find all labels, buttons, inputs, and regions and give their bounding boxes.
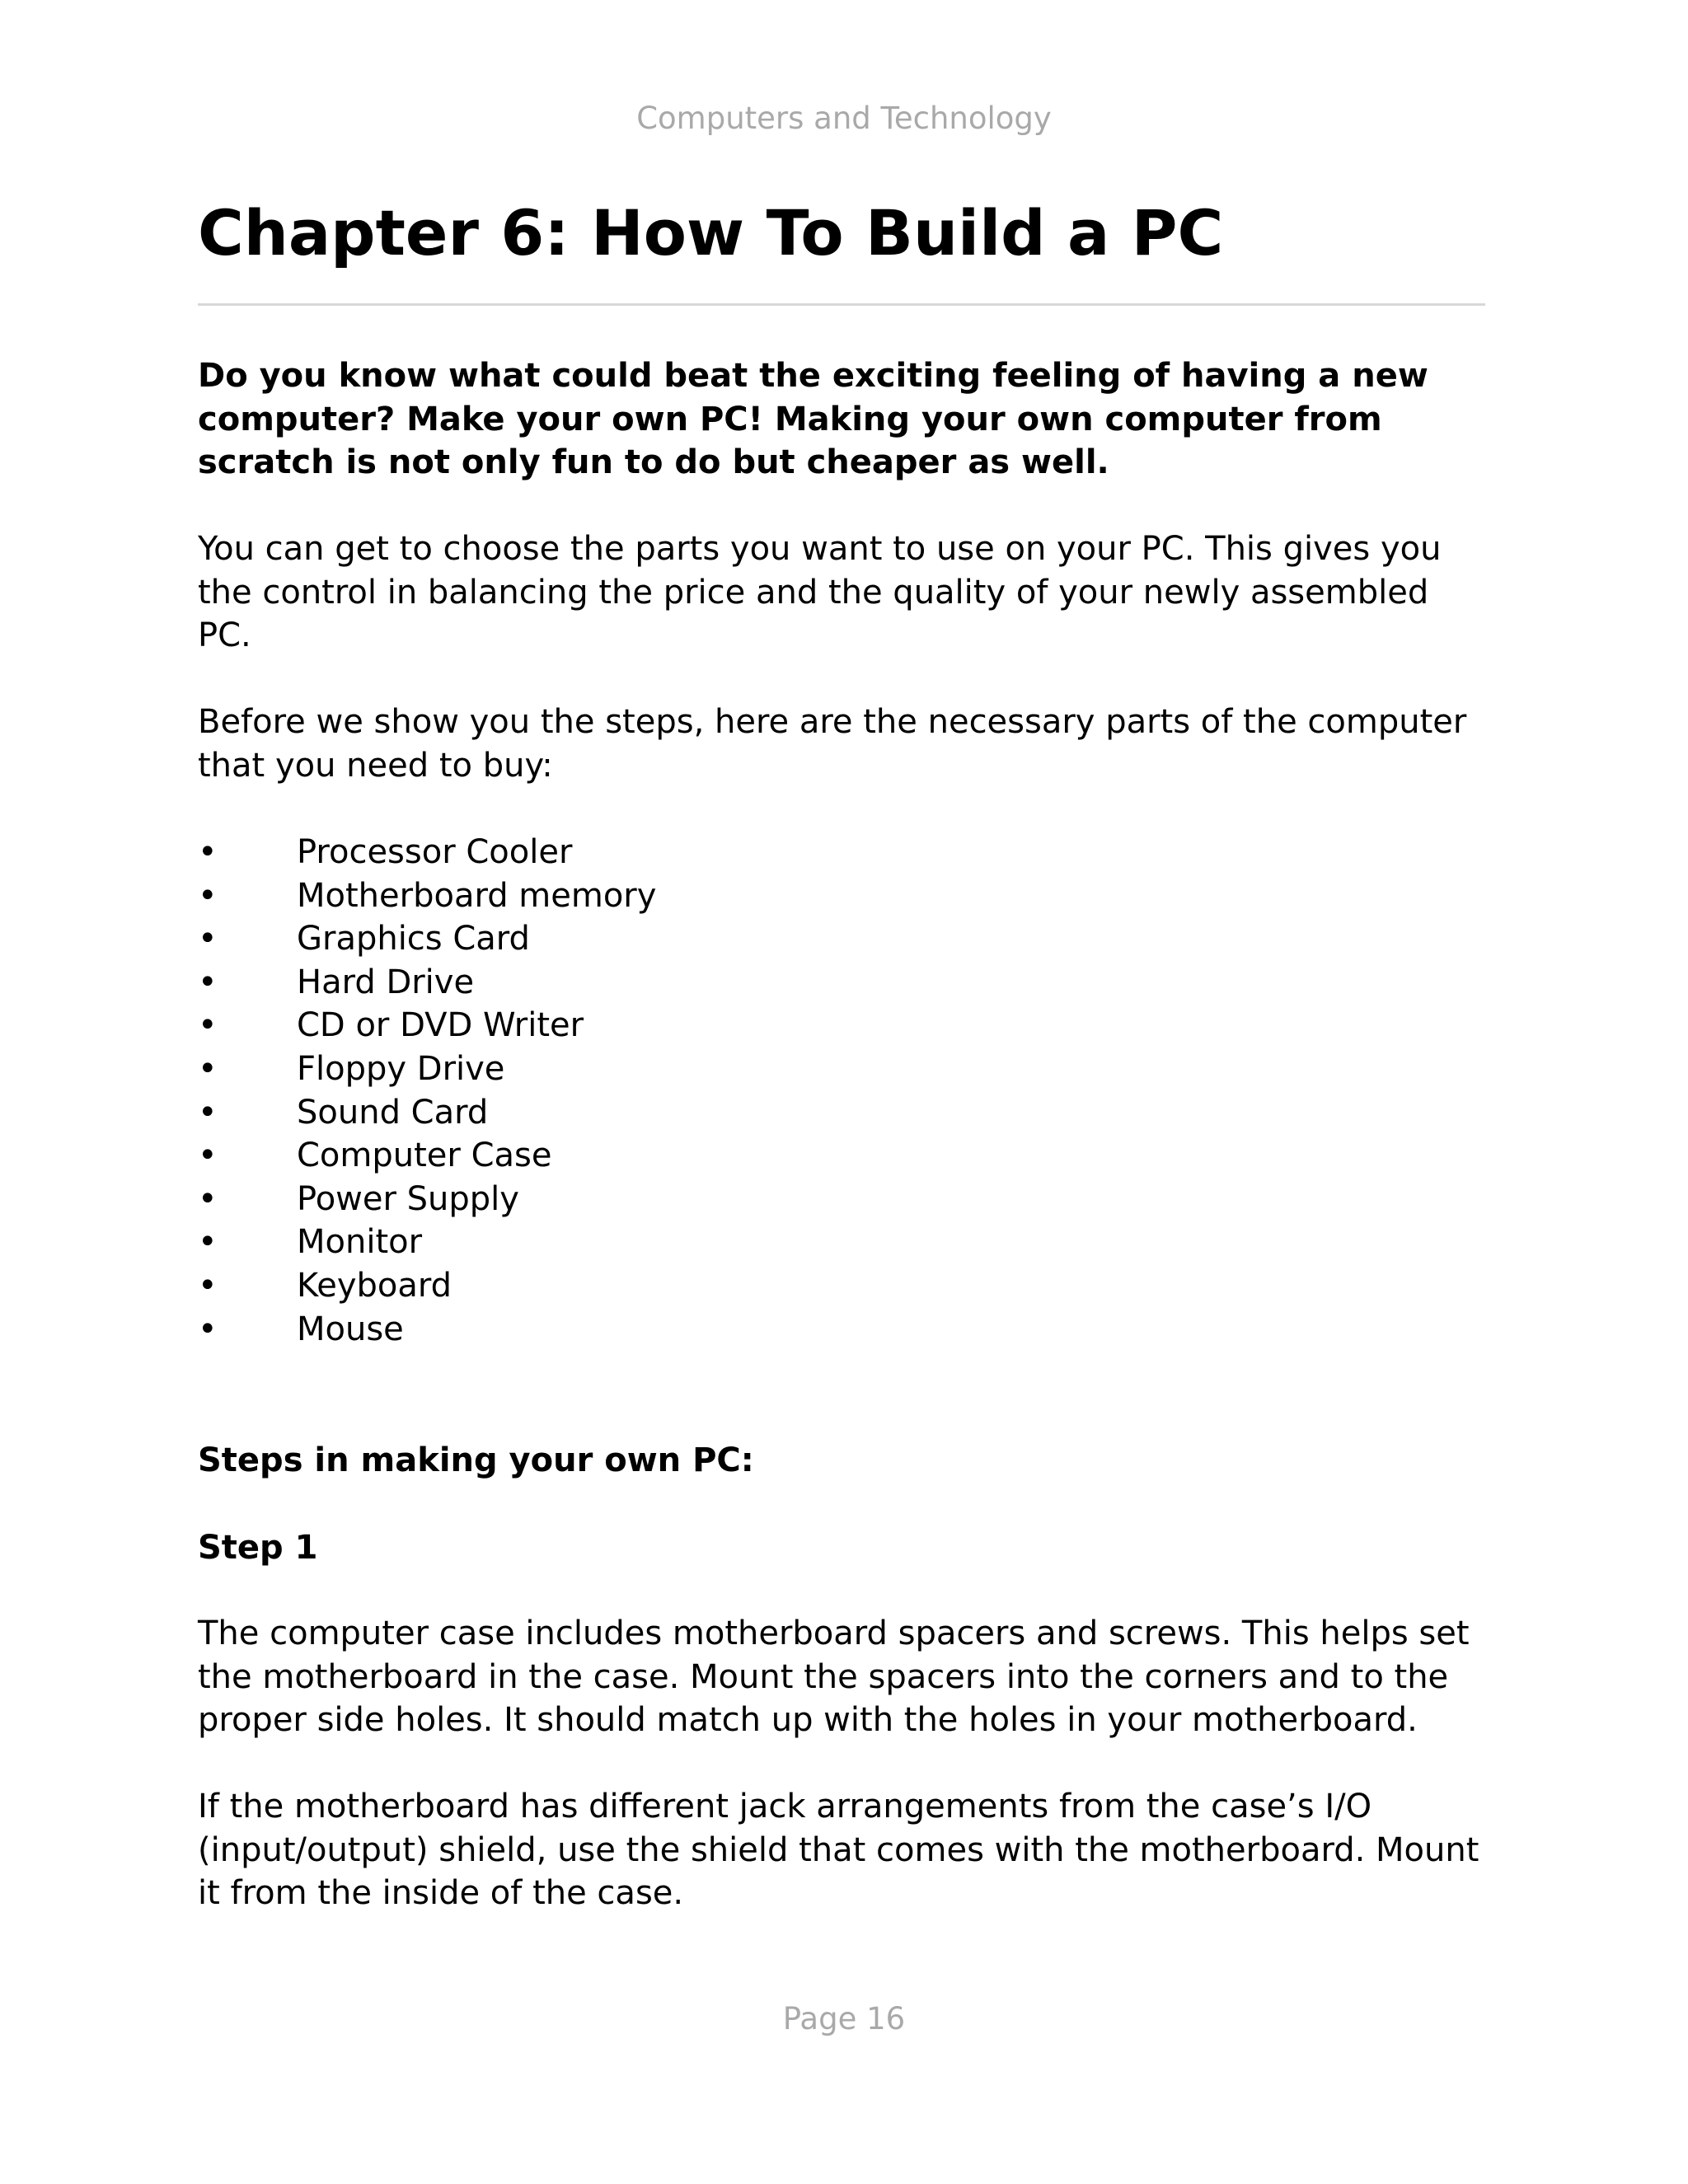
list-item [198, 1091, 656, 1135]
step-1-paragraph-spacers: The computer case includes motherboard spacers and screws. This helps set the motherboard in the case. Mount the spacers into the corners and to the proper side holes. It should match up with the holes in your motherboard. [198, 1615, 1470, 1740]
list-item-label: Motherboard memory [297, 876, 657, 915]
step-1-heading: Step 1 [198, 1529, 318, 1567]
page-number: Page 16 [782, 2001, 906, 2036]
list-item-label: Processor Cooler [297, 833, 573, 871]
list-item-label: Mouse [297, 1310, 404, 1348]
bullet-icon: • [198, 1266, 218, 1305]
list-item-label: CD or DVD Writer [297, 1006, 584, 1045]
list-item-label: Keyboard [297, 1266, 452, 1305]
bullet-icon: • [198, 963, 218, 1001]
list-item [198, 874, 656, 918]
step-1-paragraph-io-shield: If the motherboard has different jack arrangements from the case’s I/O (input/output) shield, use the shield that comes with the motherboard. Mount it from the inside of the case. [198, 1788, 1479, 1913]
bullet-icon: • [198, 920, 218, 958]
paragraph-parts-choice: You can get to choose the parts you want to use on your PC. This gives you the control in balancing the price and the quality of your newly assembled PC. [198, 530, 1442, 655]
bullet-icon: • [198, 1049, 218, 1088]
bullet-icon: • [198, 833, 218, 871]
list-item [198, 1004, 656, 1047]
bullet-icon: • [198, 1093, 218, 1132]
bullet-icon: • [198, 1223, 218, 1262]
bullet-icon: • [198, 1310, 218, 1348]
list-item [198, 1221, 656, 1264]
list-item [198, 1178, 656, 1221]
list-item [198, 1308, 656, 1352]
list-item-label: Computer Case [297, 1137, 552, 1175]
steps-heading: Steps in making your own PC: [198, 1441, 754, 1479]
list-item-label: Monitor [297, 1223, 423, 1262]
bullet-icon: • [198, 1006, 218, 1045]
list-item-label: Hard Drive [297, 963, 475, 1001]
paragraph-parts-intro: Before we show you the steps, here are the necessary parts of the computer that you need to buy: [198, 703, 1467, 785]
list-item [198, 1264, 656, 1308]
list-item [198, 917, 656, 961]
list-item-label: Sound Card [297, 1093, 489, 1132]
running-header: Computers and Technology [636, 101, 1052, 136]
list-item [198, 1047, 656, 1091]
list-item-label: Floppy Drive [297, 1049, 505, 1088]
list-item-label: Power Supply [297, 1179, 519, 1218]
bullet-icon: • [198, 876, 218, 915]
list-item-label: Graphics Card [297, 920, 530, 958]
list-item [198, 831, 656, 874]
chapter-title: Chapter 6: How To Build a PC [198, 196, 1224, 269]
bullet-icon: • [198, 1179, 218, 1218]
parts-list [198, 831, 656, 1351]
list-item [198, 1134, 656, 1178]
intro-paragraph: Do you know what could beat the exciting feeling of having a new computer? Make your own PC! Making your own computer from scratch is not only fun to do but cheaper as well. [198, 357, 1428, 482]
title-divider [198, 303, 1485, 306]
list-item [198, 961, 656, 1005]
bullet-icon: • [198, 1137, 218, 1175]
